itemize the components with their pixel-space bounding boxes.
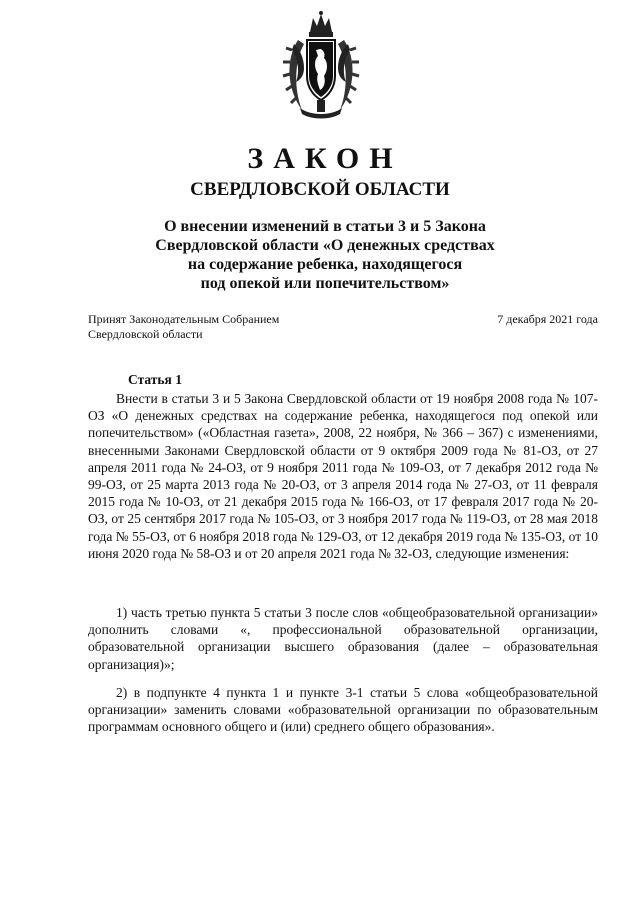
subject-line: на содержание ребенка, находящегося: [187, 256, 463, 273]
article-item-2: 2) в подпункте 4 пункта 1 и пункте 3-1 статьи 5 слова «общеобразовательной организации» заменить словами «образовательной организации по образовательным программам основного общего и (или) среднего общего образования».: [88, 685, 598, 735]
coat-of-arms-icon: [280, 10, 362, 122]
region-title: СВЕРДЛОВСКОЙ ОБЛАСТИ: [190, 179, 450, 200]
document-type-title: ЗАКОН: [247, 142, 403, 175]
adoption-line: Принят Законодательным Собранием: [88, 312, 280, 326]
subject-line: Свердловской области «О денежных средствах: [155, 237, 495, 254]
adoption-date: 7 декабря 2021 года: [497, 312, 598, 326]
subject-line: О внесении изменений в статьи 3 и 5 Закона: [164, 218, 486, 235]
article-intro-paragraph: Внести в статьи 3 и 5 Закона Свердловской области от 19 ноября 2008 года № 107-ОЗ «О денежных средствах на содержание ребенка, находящегося под опекой или попечительством» («Областная газета», 2008, 22 ноября, № 366 – 367) с изменениями, внесенными Законами Свердловской области от 9 октября 2009 года № 81-ОЗ, от 27 апреля 2011 года № 24-ОЗ, от 9 ноября 2011 года № 109-ОЗ, от 7 декабря 2012 года № 99-ОЗ, от 25 марта 2013 года № 20-ОЗ, от 3 апреля 2014 года № 27-ОЗ, от 11 февраля 2015 года № 10-ОЗ, от 21 декабря 2015 года № 166-ОЗ, от 17 февраля 2017 года № 20-ОЗ, от 25 сентября 2017 года № 105-ОЗ, от 3 ноября 2017 года № 119-ОЗ, от 28 мая 2018 года № 55-ОЗ, от 6 ноября 2018 года № 129-ОЗ, от 12 декабря 2019 года № 135-ОЗ, от 10 июня 2020 года № 58-ОЗ и от 20 апреля 2021 года № 32-ОЗ, следующие изменения:: [88, 391, 598, 561]
law-subject: [120, 217, 530, 293]
adoption-line: Свердловской области: [88, 327, 203, 341]
adoption-authority: [88, 312, 328, 342]
article-heading: Статья 1: [128, 372, 182, 387]
subject-line: под опекой или попечительством»: [200, 275, 450, 292]
article-item-1: 1) часть третью пункта 5 статьи 3 после слов «общеобразовательной организации» дополнить словами «, профессиональной образовательной организации, образовательной организации высшего образования (далее – образовательная организация)»;: [88, 605, 598, 672]
